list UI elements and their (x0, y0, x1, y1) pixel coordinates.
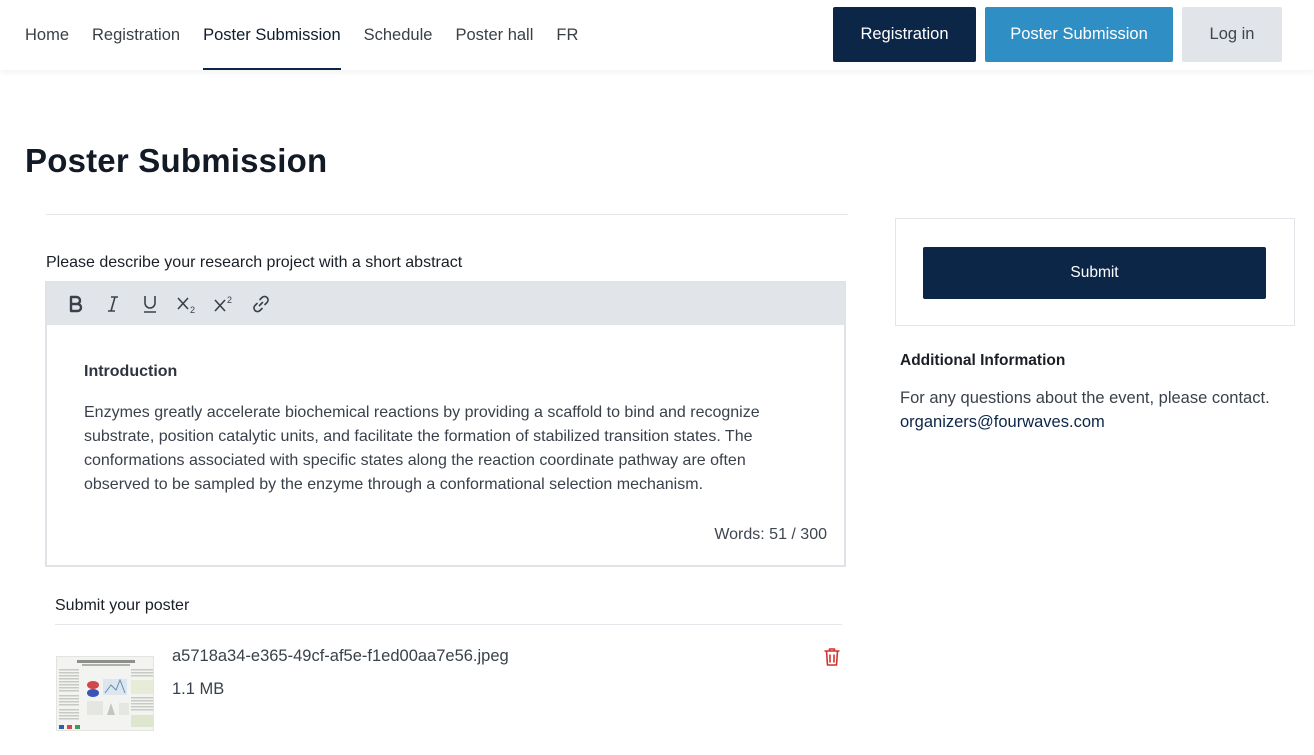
svg-text:2: 2 (226, 295, 232, 305)
svg-text:2: 2 (189, 305, 195, 314)
top-navbar (0, 0, 1314, 70)
underline-icon (142, 294, 158, 314)
link-button[interactable] (242, 289, 279, 319)
superscript-icon (213, 294, 235, 314)
poster-thumbnail[interactable] (56, 656, 154, 731)
superscript-button[interactable] (205, 289, 242, 319)
abstract-text: Enzymes greatly accelerate biochemical reactions by providing a scaffold to bind and recognize substrate, position catalytic units, and facilitate the formation of stabilized transition states. The conformations associated with specific states along the reaction coordinate pathway are often observed to be sampled by the enzyme through a conformational selection mechanism. (84, 404, 760, 493)
submit-button[interactable]: Submit (923, 247, 1266, 299)
nav-registration[interactable]: Registration (92, 26, 181, 44)
login-button[interactable]: Log in (1182, 7, 1282, 62)
nav-poster-hall[interactable]: Poster hall (455, 26, 534, 44)
poster-submission-button[interactable]: Poster Submission (985, 7, 1173, 62)
italic-button[interactable] (94, 289, 131, 319)
submit-card (895, 218, 1295, 326)
nav-poster-submission[interactable]: Poster Submission (203, 0, 341, 70)
abstract-editor (45, 281, 846, 567)
divider (46, 214, 848, 215)
underline-button[interactable] (131, 289, 168, 319)
divider (55, 624, 842, 625)
word-count: Words: 51 / 300 (714, 526, 827, 543)
additional-info-text: For any questions about the event, please contact. (900, 389, 1270, 407)
italic-icon (105, 295, 121, 313)
additional-info-title: Additional Information (900, 352, 1066, 369)
poster-label: Submit your poster (55, 597, 190, 614)
trash-icon (823, 647, 841, 667)
abstract-label: Please describe your research project with a short abstract (46, 254, 463, 271)
nav-language-fr[interactable]: FR (556, 26, 579, 44)
editor-toolbar (47, 283, 844, 325)
abstract-heading: Introduction (84, 363, 178, 380)
registration-button[interactable]: Registration (833, 7, 976, 62)
page-title: Poster Submission (25, 142, 328, 179)
subscript-icon (176, 294, 198, 314)
bold-button[interactable] (57, 289, 94, 319)
bold-icon (68, 295, 84, 313)
nav-home[interactable]: Home (25, 26, 70, 44)
link-icon (251, 294, 271, 314)
poster-file-name: a5718a34-e365-49cf-af5e-f1ed00aa7e56.jpeg (172, 647, 509, 665)
poster-file-size: 1.1 MB (172, 680, 225, 698)
main-nav (25, 0, 601, 70)
organizer-email-link[interactable]: organizers@fourwaves.com (900, 413, 1105, 431)
editor-content[interactable] (47, 325, 844, 497)
delete-poster-button[interactable] (823, 647, 841, 667)
subscript-button[interactable] (168, 289, 205, 319)
nav-schedule[interactable]: Schedule (363, 26, 433, 44)
